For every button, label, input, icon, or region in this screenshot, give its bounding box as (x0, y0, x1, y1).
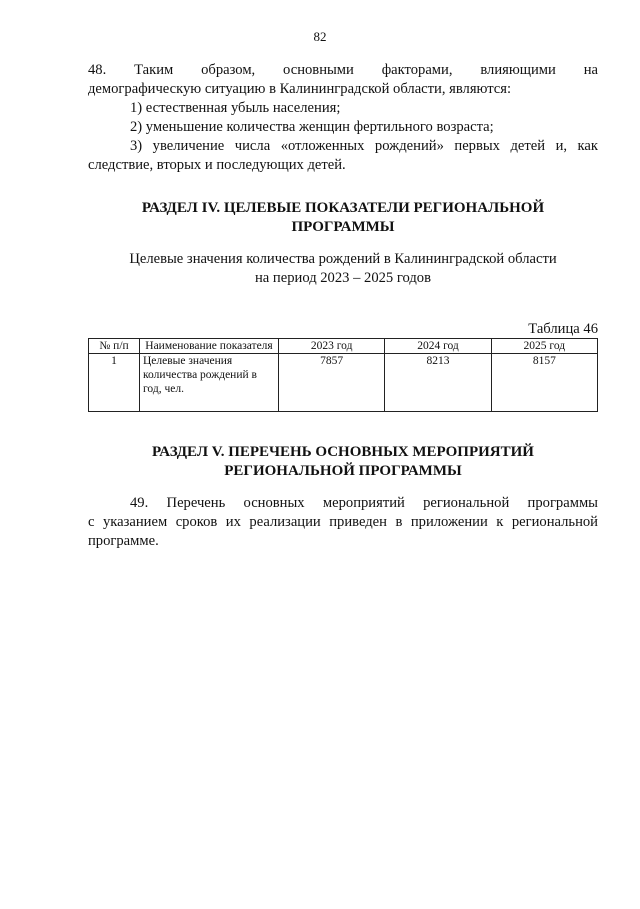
heading-line: РЕГИОНАЛЬНОЙ ПРОГРАММЫ (224, 463, 462, 479)
table-subtitle (88, 250, 598, 288)
list-item: 2) уменьшение количества женщин фертильного возраста; (130, 119, 494, 135)
list-item: 1) естественная убыль населения; (130, 100, 341, 116)
subtitle-line: на период 2023 – 2025 годов (254, 270, 431, 286)
column-header: 2025 год (491, 339, 597, 354)
column-header: № п/п (89, 339, 140, 354)
table-cell: 7857 (279, 354, 385, 412)
paragraph-49-line: с указанием сроков их реализации приведен в приложении к региональной (88, 514, 598, 530)
table-header-row (89, 339, 598, 354)
table-cell: Целевые значения количества рождений в год, чел. (140, 354, 279, 412)
list-item: 3) увеличение числа «отложенных рождений» первых детей и, как (130, 138, 598, 154)
table-cell: 8157 (491, 354, 597, 412)
page-number: 82 (313, 29, 327, 44)
column-header: 2024 год (385, 339, 491, 354)
paragraph-49-line: программе. (88, 533, 159, 549)
indicators-table (88, 338, 598, 412)
heading-line: РАЗДЕЛ V. ПЕРЕЧЕНЬ ОСНОВНЫХ МЕРОПРИЯТИЙ (152, 444, 534, 460)
section-5-heading (88, 443, 598, 481)
table-cell: 1 (89, 354, 140, 412)
paragraph-48-line: демографическую ситуацию в Калининградской области, являются: (88, 81, 512, 97)
section-4-heading (88, 199, 598, 237)
heading-line: ПРОГРАММЫ (291, 219, 395, 235)
paragraph-49 (88, 494, 598, 551)
heading-line: РАЗДЕЛ IV. ЦЕЛЕВЫЕ ПОКАЗАТЕЛИ РЕГИОНАЛЬНОЙ (141, 200, 545, 216)
paragraph-48 (88, 61, 598, 175)
subtitle-line: Целевые значения количества рождений в Калининградской области (129, 251, 557, 267)
list-item-continuation: следствие, вторых и последующих детей. (88, 157, 346, 173)
column-header: 2023 год (279, 339, 385, 354)
paragraph-48-line: 48. Таким образом, основными факторами, влияющими на (88, 62, 598, 78)
table-row (89, 354, 598, 412)
table-cell: 8213 (385, 354, 491, 412)
paragraph-49-line: 49. Перечень основных мероприятий региональной программы (130, 495, 598, 511)
table-caption: Таблица 46 (528, 321, 598, 337)
column-header: Наименование показателя (140, 339, 279, 354)
